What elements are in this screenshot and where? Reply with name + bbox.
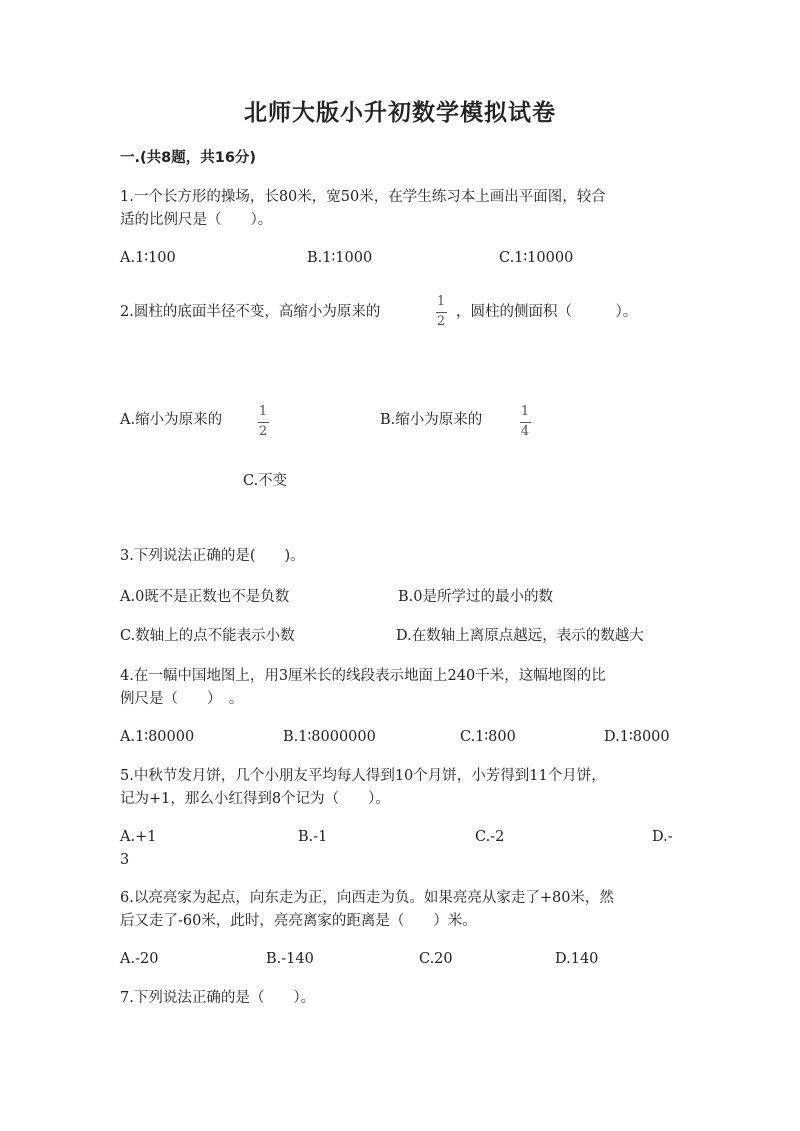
option-d[interactable]: D.140 xyxy=(555,951,599,967)
option-c[interactable]: C.1∶10000 xyxy=(499,250,574,266)
question-text-line: 5.中秋节发月饼，几个小朋友平均每人得到10个月饼，小芳得到11个月饼， xyxy=(120,768,606,784)
fraction-one-half xyxy=(256,405,270,439)
fraction-denominator: 2 xyxy=(436,314,446,329)
question-text-line: 1.一个长方形的操场，长80米，宽50米，在学生练习本上画出平面图，较合 xyxy=(120,189,606,205)
question-text-line: 适的比例尺是（ ）。 xyxy=(120,212,273,228)
option-a[interactable]: A.缩小为原来的 xyxy=(120,412,223,428)
fraction-numerator: 1 xyxy=(258,404,268,419)
question-text-line: 后又走了-60米，此时，亮亮离家的距离是（ ）米。 xyxy=(120,913,477,929)
option-c[interactable]: C.数轴上的点不能表示小数 xyxy=(120,628,295,644)
page-title: 北师大版小升初数学模拟试卷 xyxy=(244,100,556,126)
option-d-wrap: 3 xyxy=(120,852,130,868)
fraction-denominator: 4 xyxy=(520,424,530,439)
question-text-line: 6.以亮亮家为起点，向东走为正，向西走为负。如果亮亮从家走了+80米，然 xyxy=(120,890,614,906)
fraction-one-quarter xyxy=(518,405,532,439)
option-c[interactable]: C.20 xyxy=(419,951,453,967)
question-text-line: 4.在一幅中国地图上，用3厘米长的线段表示地面上240千米，这幅地图的比 xyxy=(120,668,606,684)
option-c[interactable]: C.不变 xyxy=(243,473,288,489)
option-b[interactable]: B.-1 xyxy=(298,829,328,845)
option-b[interactable]: B.缩小为原来的 xyxy=(380,412,483,428)
option-b[interactable]: B.-140 xyxy=(266,951,314,967)
fraction-bar xyxy=(436,312,447,313)
fraction-bar xyxy=(520,422,531,423)
fraction-bar xyxy=(258,422,269,423)
option-a[interactable]: A.-20 xyxy=(120,951,159,967)
question-text-line: 例尺是（ ） 。 xyxy=(120,691,244,707)
option-c[interactable]: C.-2 xyxy=(475,829,505,845)
question-text-line: ，圆柱的侧面积（ ）。 xyxy=(456,304,638,320)
fraction-numerator: 1 xyxy=(436,294,446,309)
option-a[interactable]: A.1∶80000 xyxy=(120,729,195,745)
fraction-one-half xyxy=(434,295,448,329)
option-b[interactable]: B.0是所学过的最小的数 xyxy=(398,589,553,605)
option-a[interactable]: A.1∶100 xyxy=(120,250,176,266)
question-text-line: 记为+1，那么小红得到8个记为（ ）。 xyxy=(120,791,390,807)
question-text-line: 2.圆柱的底面半径不变，高缩小为原来的 xyxy=(120,304,381,320)
option-d[interactable]: D.在数轴上离原点越远，表示的数越大 xyxy=(396,628,644,644)
option-b[interactable]: B.1∶1000 xyxy=(307,250,373,266)
question-text-line: 3.下列说法正确的是( )。 xyxy=(120,548,305,564)
section-heading: 一.(共8题，共16分) xyxy=(120,150,257,166)
option-d[interactable]: D.- xyxy=(652,829,673,845)
fraction-numerator: 1 xyxy=(520,404,530,419)
option-c[interactable]: C.1∶800 xyxy=(460,729,516,745)
option-a[interactable]: A.0既不是正数也不是负数 xyxy=(120,589,290,605)
option-a[interactable]: A.+1 xyxy=(120,829,157,845)
fraction-denominator: 2 xyxy=(258,424,268,439)
option-b[interactable]: B.1∶8000000 xyxy=(283,729,376,745)
question-text-line: 7.下列说法正确的是（ ）。 xyxy=(120,990,316,1006)
option-d[interactable]: D.1∶8000 xyxy=(604,729,670,745)
